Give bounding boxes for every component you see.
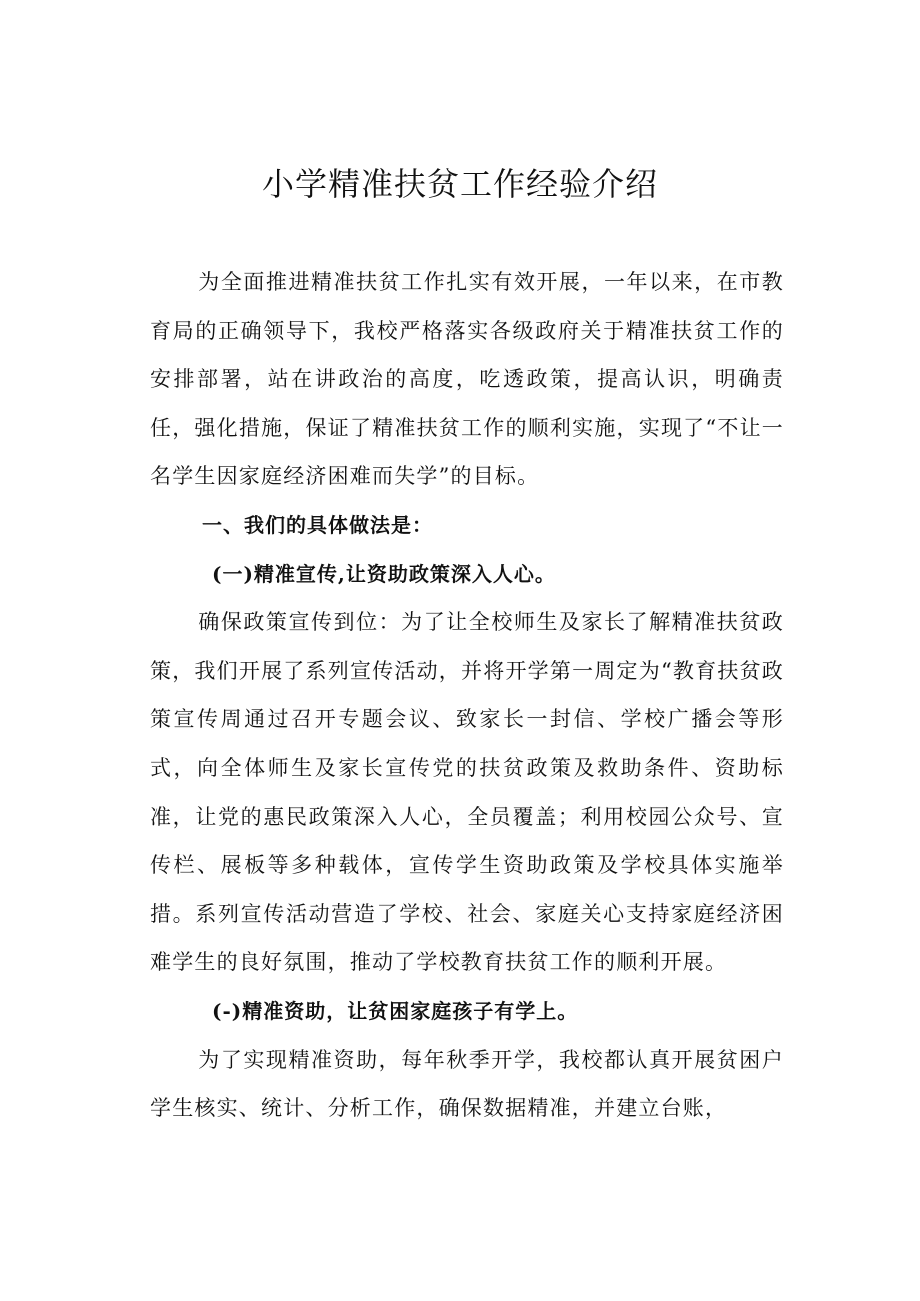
subsection-1-paragraph: 确保政策宣传到位：为了让全校师生及家长了解精准扶贫政策，我们开展了系列宣传活动，并将开学第一周定为“教育扶贫政策宣传周通过召开专题会议、致家长一封信、学校广播会等形式，向全体师生及家长宣传党的扶贫政策及救助条件、资助标准，让党的惠民政策深入人心，全员覆盖；利用校园公众号、宣传栏、展板等多种载体，宣传学生资助政策及学校具体实施举措。系列宣传活动营造了学校、社会、家庭关心支持家庭经济困难学生的良好氛围，推动了学校教育扶贫工作的顺利开展。 [150,610,784,975]
subsection-heading-2: (-)精准资助，让贫困家庭孩子有学上。 [212,998,579,1023]
subsection-2-paragraph: 为了实现精准资助，每年秋季开学，我校都认真开展贫困户学生核实、统计、分析工作，确保数据精准，并建立台账， [150,1047,784,1121]
document-title: 小学精准扶贫工作经验介绍 [261,165,658,203]
document-body [150,258,784,1133]
intro-paragraph: 为全面推进精准扶贫工作扎实有效开展，一年以来，在市教育局的正确领导下，我校严格落实各级政府关于精准扶贫工作的安排部署，站在讲政治的高度，吃透政策，提高认识，明确责任，强化措施，保证了精准扶贫工作的顺利实施，实现了“不让一名学生因家庭经济困难而失学”的目标。 [150,270,784,489]
subsection-heading-1: (一)精准宣传,让资助政策深入人心。 [212,561,556,586]
section-heading-1: 一、我们的具体做法是： [202,512,433,537]
